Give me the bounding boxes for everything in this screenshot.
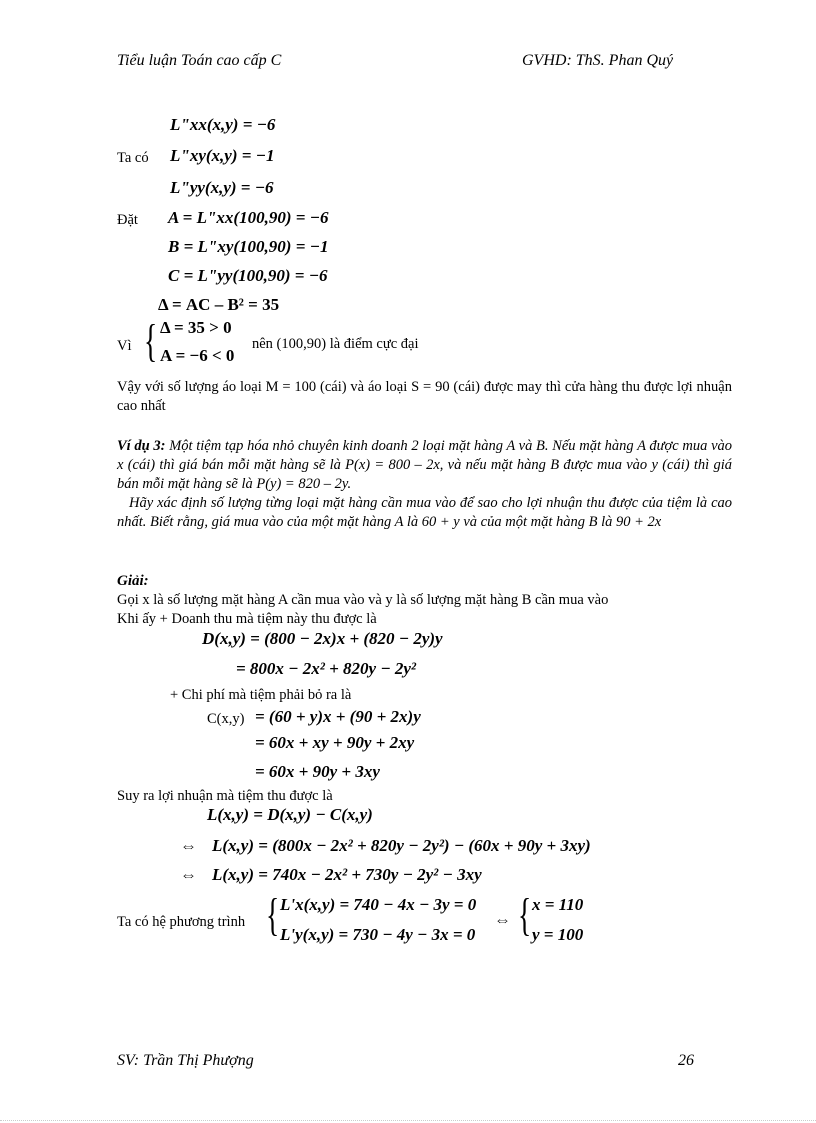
result-x: x = 110 — [532, 895, 584, 914]
system-intro: Ta có hệ phương trình — [117, 914, 246, 930]
page-bottom-divider — [0, 1120, 816, 1121]
solution-label: Giải: — [117, 573, 149, 589]
eq-a-negative: A = −6 < 0 — [160, 346, 235, 365]
cost-label: C(x,y) — [207, 711, 245, 727]
dat-label: Đặt — [117, 212, 138, 228]
summary-paragraph: Vậy với số lượng áo loại M = 100 (cái) và áo loại S = 90 (cái) được may thì cửa hàng thu được lợi nhuận cao nhất — [117, 379, 732, 414]
page-number: 26 — [678, 1052, 694, 1069]
system-brace-icon: { — [518, 889, 532, 940]
iff-icon: ⇔ — [494, 910, 511, 929]
eq-lyy: L"yy(x,y) = −6 — [170, 178, 274, 197]
eq-cost-2: = 60x + xy + 90y + 2xy — [255, 733, 415, 752]
footer-student: SV: Trần Thị Phượng — [117, 1052, 254, 1069]
example-text: Một tiệm tạp hóa nhỏ chuyên kinh doanh 2 loại mặt hàng A và B. Nếu mặt hàng A được mua vào x (cái) thì giá bán mỗi mặt hàng sẽ là P(x) = 800 – 2x, và nếu mặt hàng B được mua vào y (cái) thì giá bán mỗi mặt hàng sẽ là P(y) = 820 – 2y. — [117, 438, 733, 492]
ta-co-label: Ta có — [117, 150, 149, 166]
max-conclusion: nên (100,90) là điểm cực đại — [252, 336, 419, 352]
system-brace-icon: { — [144, 315, 158, 366]
header-course-title: Tiểu luận Toán cao cấp C — [117, 52, 282, 69]
eq-profit-2: L(x,y) = (800x − 2x² + 820y − 2y²) − (60x + 90y + 3xy) — [212, 836, 591, 855]
eq-c-value: C = L"yy(100,90) = −6 — [168, 266, 328, 285]
cost-intro: + Chi phí mà tiệm phải bỏ ra là — [170, 687, 352, 703]
eq-cost-1: = (60 + y)x + (90 + 2x)y — [255, 707, 421, 726]
header-instructor: GVHD: ThS. Phan Quý — [522, 52, 674, 69]
eq-b-value: B = L"xy(100,90) = −1 — [168, 237, 329, 256]
eq-lxx: L"xx(x,y) = −6 — [170, 115, 276, 134]
result-y: y = 100 — [532, 925, 584, 944]
example-question: Hãy xác định số lượng từng loại mặt hàng cần mua vào để sao cho lợi nhuận thu được của tiệm là cao nhất. Biết rằng, giá mua vào của một mặt hàng A là 60 + y và của một mặt hàng B là 90 + 2x — [117, 495, 732, 530]
eq-revenue-1: D(x,y) = (800 − 2x)x + (820 − 2y)y — [202, 629, 443, 648]
eq-delta: Δ = AC – B² = 35 — [158, 295, 280, 314]
eq-cost-3: = 60x + 90y + 3xy — [255, 762, 380, 781]
eq-lxy: L"xy(x,y) = −1 — [170, 146, 275, 165]
eq-profit-3: L(x,y) = 740x − 2x² + 730y − 2y² − 3xy — [212, 865, 482, 884]
example-label: Ví dụ 3: — [117, 438, 166, 454]
eq-a-value: A = L"xx(100,90) = −6 — [168, 208, 329, 227]
iff-icon: ⇔ — [180, 836, 197, 855]
revenue-intro: Khi ấy + Doanh thu mà tiệm này thu được là — [117, 611, 377, 627]
example-paragraph — [117, 437, 732, 494]
iff-icon: ⇔ — [180, 865, 197, 884]
system-brace-icon: { — [266, 889, 280, 940]
eq-revenue-2: = 800x − 2x² + 820y − 2y² — [236, 659, 417, 678]
eq-profit-1: L(x,y) = D(x,y) − C(x,y) — [207, 805, 373, 824]
profit-intro: Suy ra lợi nhuận mà tiệm thu được là — [117, 788, 333, 804]
eq-delta-positive: Δ = 35 > 0 — [160, 318, 232, 337]
eq-partial-x: L'x(x,y) = 740 − 4x − 3y = 0 — [280, 895, 477, 914]
eq-partial-y: L'y(x,y) = 730 − 4y − 3x = 0 — [280, 925, 476, 944]
solution-intro: Gọi x là số lượng mặt hàng A cần mua vào và y là số lượng mặt hàng B cần mua vào — [117, 592, 609, 608]
vi-label: Vì — [117, 338, 132, 354]
